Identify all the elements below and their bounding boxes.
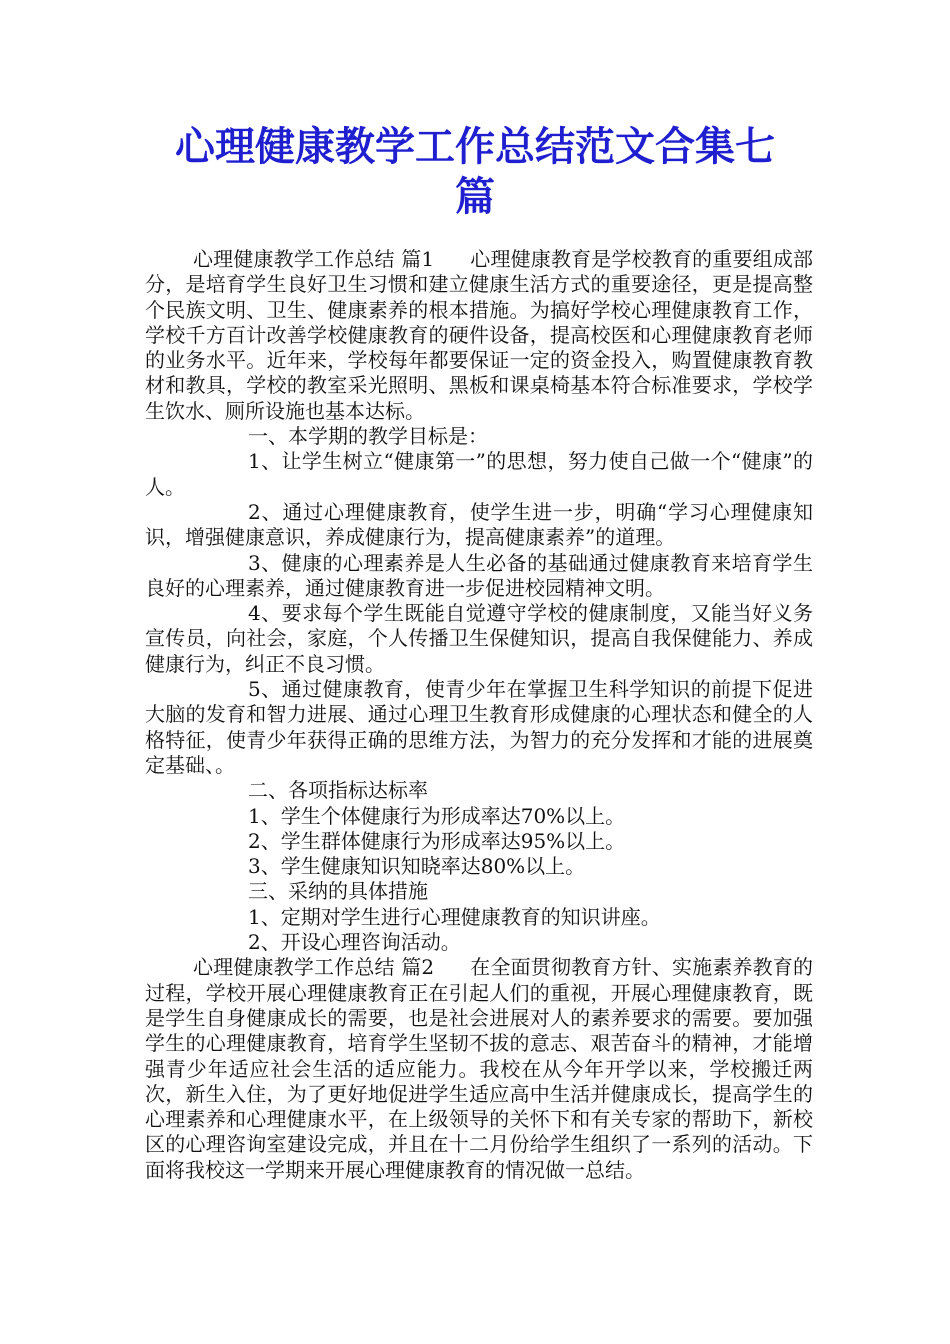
target-item-3: 3、学生健康知识知晓率达80%以上。 — [248, 854, 586, 879]
measures-heading: 三、采纳的具体措施 — [248, 879, 428, 904]
section-2-intro-paragraph — [145, 955, 813, 1183]
document-body — [145, 247, 813, 1183]
document-title — [0, 122, 950, 222]
title-line-2: 篇 — [455, 173, 495, 220]
goal-item-4: 4、要求每个学生既能自觉遵守学校的健康制度，又能当好义务宣传员，向社会，家庭，个人传播卫生保健知识，提高自我保健能力、养成健康行为，纠正不良习惯。 — [145, 601, 813, 676]
targets-heading: 二、各项指标达标率 — [248, 778, 428, 803]
section-1-heading: 心理健康教学工作总结 篇1 — [193, 247, 435, 271]
goal-item-3: 3、健康的心理素养是人生必备的基础通过健康教育来培育学生良好的心理素养，通过健康教育进一步促进校园精神文明。 — [145, 550, 813, 600]
section-2-intro-text: 在全面贯彻教育方针、实施素养教育的过程，学校开展心理健康教育正在引起人们的重视，开展心理健康教育，既是学生自身健康成长的需要，也是社会进展对人的素养要求的需要。要加强学生的心理健康教育，培育学生坚韧不拔的意志、艰苦奋斗的精神，才能增强青少年适应社会生活的适应能力。我校在从今年开学以来，学校搬迁两次，新生入住，为了更好地促进学生适应高中生活并健康成长，提高学生的心理素养和心理健康水平，在上级领导的关怀下和有关专家的帮助下，新校区的心理咨询室建设完成，并且在十二月份给学生组织了一系列的活动。下面将我校这一学期来开展心理健康教育的情况做一总结。 — [145, 955, 814, 1182]
section-1-intro-paragraph — [145, 247, 813, 424]
measure-item-1: 1、定期对学生进行心理健康教育的知识讲座。 — [248, 904, 661, 929]
goal-item-2: 2、通过心理健康教育，使学生进一步，明确“学习心理健康知识，增强健康意识，养成健康行为，提高健康素养”的道理。 — [145, 499, 813, 550]
target-item-1: 1、学生个体健康行为形成率达70%以上。 — [248, 803, 626, 828]
goal-item-1: 1、让学生树立“健康第一”的思想，努力使自己做一个“健康”的人。 — [145, 449, 813, 499]
target-item-2: 2、学生群体健康行为形成率达95%以上。 — [248, 828, 626, 853]
section-2-heading: 心理健康教学工作总结 篇2 — [193, 955, 435, 980]
goal-item-5: 5、通过健康教育，使青少年在掌握卫生科学知识的前提下促进大脑的发育和智力进展、通过心理卫生教育形成健康的心理状态和健全的人格特征，使青少年获得正确的思维方法，为智力的充分发挥和才能的进展奠定基础、。 — [145, 677, 813, 777]
goals-heading: 一、本学期的教学目标是： — [248, 424, 488, 449]
measure-item-2: 2、开设心理咨询活动。 — [248, 930, 461, 955]
title-line-1: 心理健康教学工作总结范文合集七 — [175, 123, 775, 170]
section-1-intro-text: 心理健康教育是学校教育的重要组成部分，是培育学生良好卫生习惯和建立健康生活方式的重要途径，更是提高整个民族文明、卫生、健康素养的根本措施。为搞好学校心理健康教育工作，学校千方百计改善学校健康教育的硬件设备，提高校医和心理健康教育老师的业务水平。近年来，学校每年都要保证一定的资金投入，购置健康教育教材和教具，学校的教室采光照明、黑板和课桌椅基本符合标准要求，学校学生饮水、厕所设施也基本达标。 — [145, 247, 814, 423]
